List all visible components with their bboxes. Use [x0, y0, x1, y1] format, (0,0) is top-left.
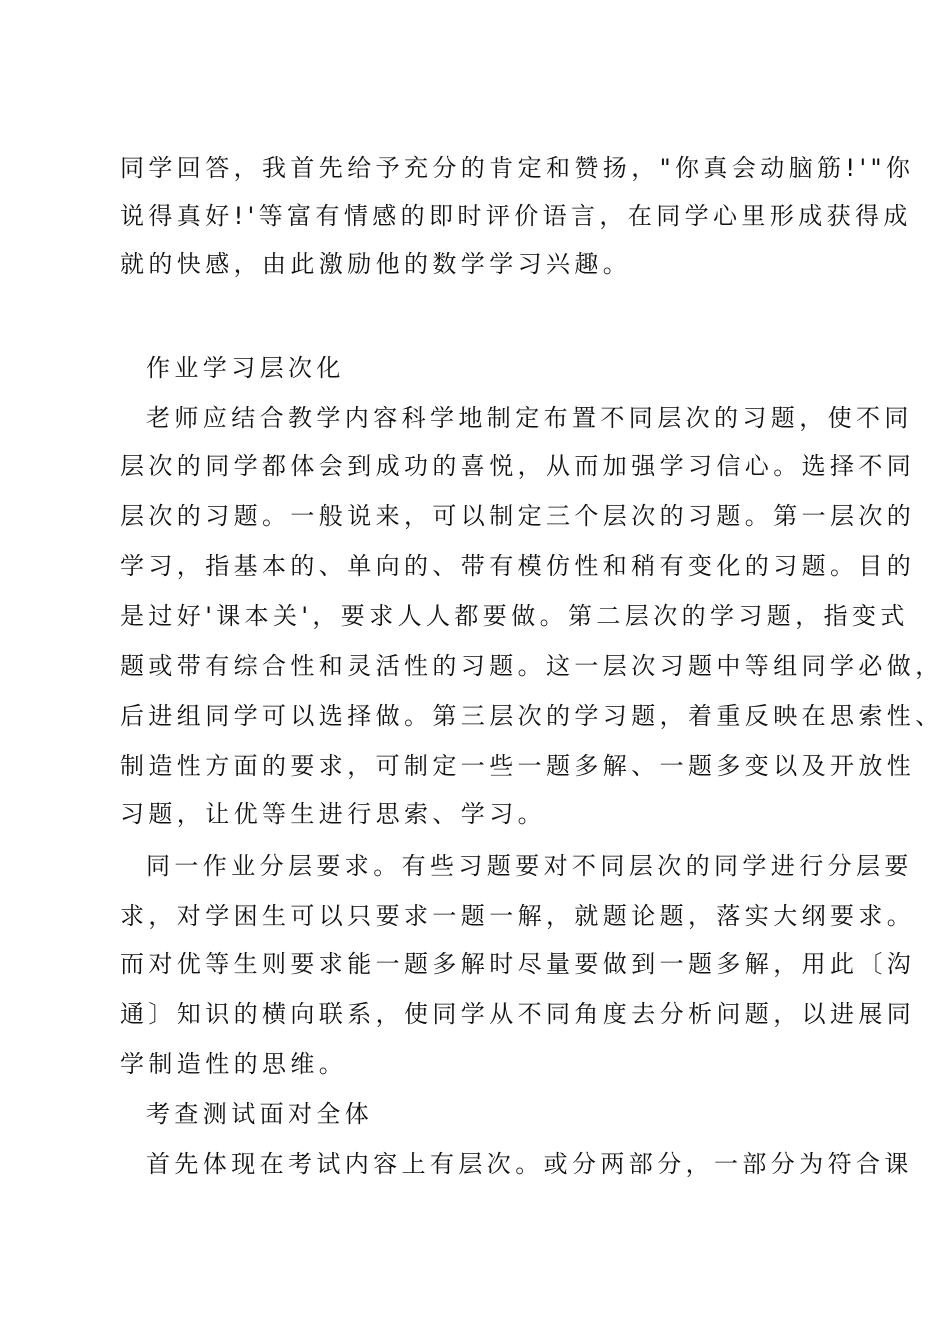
paragraph-line: 同学回答，我首先给予充分的肯定和赞扬，"你真会动脑筋!'"你	[120, 154, 915, 182]
paragraph-line: 首先体现在考试内容上有层次。或分两部分，一部分为符合课	[146, 1150, 913, 1178]
paragraph-line: 而对优等生则要求能一题多解时尽量要做到一题多解，用此〔沟	[120, 950, 916, 978]
paragraph-line: 层次的同学都体会到成功的喜悦，从而加强学习信心。选择不同	[120, 452, 916, 480]
paragraph-line: 老师应结合教学内容科学地制定布置不同层次的习题，使不同	[146, 404, 913, 432]
paragraph-line: 就的快感，由此激励他的数学学习兴趣。	[120, 250, 632, 278]
paragraph-line: 学习，指基本的、单向的、带有模仿性和稍有变化的习题。目的	[120, 552, 916, 580]
paragraph-line: 层次的习题。一般说来，可以制定三个层次的习题。第一层次的	[120, 502, 916, 530]
paragraph-line: 通〕知识的横向联系，使同学从不同角度去分析问题，以进展同	[120, 1000, 916, 1028]
section-heading: 考查测试面对全体	[146, 1100, 374, 1128]
paragraph-line: 制造性方面的要求，可制定一些一题多解、一题多变以及开放性	[120, 752, 916, 780]
paragraph-line: 求，对学困生可以只要求一题一解，就题论题，落实大纲要求。	[120, 902, 916, 930]
paragraph-line: 同一作业分层要求。有些习题要对不同层次的同学进行分层要	[146, 852, 913, 880]
paragraph-line: 说得真好!'等富有情感的即时评价语言，在同学心里形成获得成	[120, 202, 912, 230]
paragraph-line: 题或带有综合性和灵活性的习题。这一层次习题中等组同学必做，	[120, 652, 944, 680]
paragraph-line: 是过好'课本关'，要求人人都要做。第二层次的学习题，指变式	[120, 602, 909, 630]
paragraph-line: 习题，让优等生进行思索、学习。	[120, 800, 546, 828]
paragraph-line: 学制造性的思维。	[120, 1050, 348, 1078]
section-heading: 作业学习层次化	[146, 354, 345, 382]
paragraph-line: 后进组同学可以选择做。第三层次的学习题，着重反映在思索性、	[120, 702, 944, 730]
